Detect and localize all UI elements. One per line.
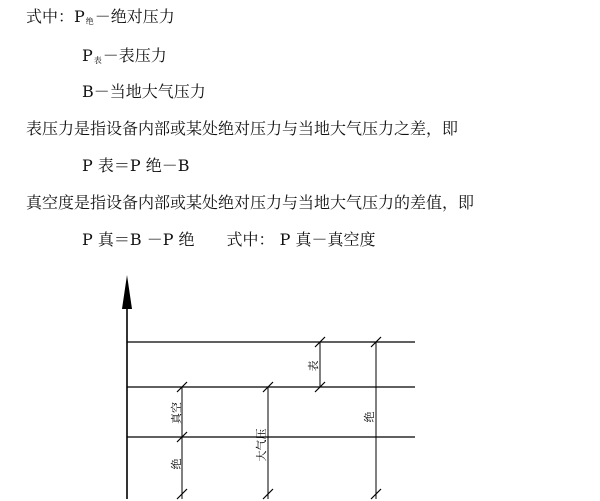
line-b-definition: B－当地大气压力 <box>82 82 206 101</box>
subscript-biao: 表 <box>93 56 102 65</box>
gauge-pressure-paragraph: 表压力是指设备内部或某处绝对压力与当地大气压力之差，即 <box>26 119 459 138</box>
biao-meaning: －表压力 <box>102 46 167 65</box>
label-zhenkong: 真空 <box>170 402 183 424</box>
formula-prefix: 式中：P <box>26 7 85 26</box>
gauge-pressure-formula: P 表＝P 绝－B <box>82 156 190 175</box>
subscript-jue: 绝 <box>85 17 94 26</box>
axis-arrow-icon <box>122 275 132 309</box>
vacuum-formula: P 真＝B －P 绝 式中： P 真－真空度 <box>82 230 376 249</box>
vacuum-paragraph: 真空度是指设备内部或某处绝对压力与当地大气压力的差值，即 <box>26 193 475 212</box>
line-jue-definition <box>26 6 175 33</box>
pressure-diagram <box>110 265 420 501</box>
line-biao-definition <box>82 45 167 72</box>
label-daqiya: 大气压 <box>255 428 268 462</box>
label-jue-right: 绝 <box>363 411 376 423</box>
label-biao: 表 <box>307 360 320 372</box>
jue-meaning: －绝对压力 <box>94 7 175 26</box>
label-jue-left: 绝 <box>170 458 183 470</box>
symbol-p: P <box>82 46 93 65</box>
